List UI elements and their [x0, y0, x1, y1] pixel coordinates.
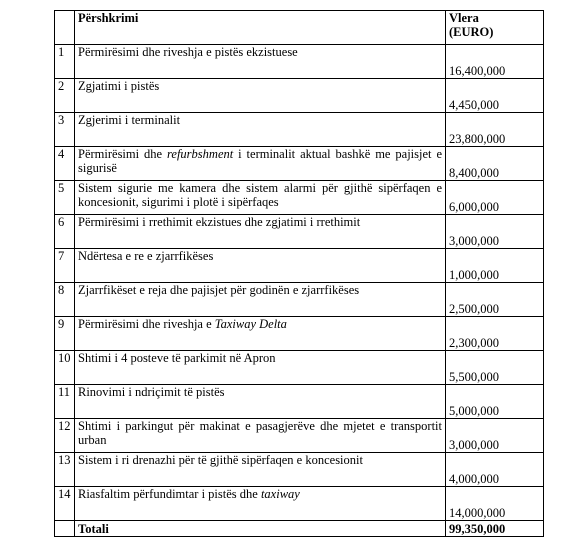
description-text: Sistem i ri drenazhi për të gjithë sipërfaqen e koncesionit [78, 453, 363, 467]
row-value: 4,450,000 [446, 79, 544, 113]
row-description [75, 215, 446, 249]
description-text: Riasfaltim përfundimtar i pistës dhe [78, 487, 261, 501]
header-value-label: Vlera [449, 11, 479, 25]
row-number: 13 [55, 453, 75, 487]
row-description [75, 249, 446, 283]
row-description [75, 113, 446, 147]
description-text: Përmirësimi dhe riveshja e [78, 317, 215, 331]
table-row [55, 419, 544, 453]
description-text: Përmirësimi dhe [78, 147, 168, 161]
table-row [55, 79, 544, 113]
row-number: 12 [55, 419, 75, 453]
table-body [55, 11, 544, 537]
description-text: Shtimi i 4 posteve të parkimit në Apron [78, 351, 276, 365]
row-value: 2,500,000 [446, 283, 544, 317]
table-row [55, 215, 544, 249]
investment-table [54, 10, 544, 537]
description-text: Rinovimi i ndriçimit të pistës [78, 385, 225, 399]
row-description [75, 385, 446, 419]
row-number: 11 [55, 385, 75, 419]
row-description [75, 487, 446, 521]
table-row [55, 181, 544, 215]
table-row [55, 249, 544, 283]
header-number-cell [55, 11, 75, 45]
total-row [55, 521, 544, 537]
row-description [75, 283, 446, 317]
description-text: Zjarrfikëset e reja dhe pajisjet për godinën e zjarrfikëses [78, 283, 360, 297]
row-value: 5,500,000 [446, 351, 544, 385]
row-description [75, 419, 446, 453]
table-row [55, 487, 544, 521]
row-value: 2,300,000 [446, 317, 544, 351]
row-description [75, 79, 446, 113]
description-text: Ndërtesa e re e zjarrfikëses [78, 249, 214, 263]
description-text: Përmirësimi i rrethimit ekzistues dhe zgjatimi i rrethimit [78, 215, 361, 229]
header-value-unit: (EURO) [449, 25, 494, 39]
row-description [75, 317, 446, 351]
table-header-row [55, 11, 544, 45]
row-number: 10 [55, 351, 75, 385]
row-number: 5 [55, 181, 75, 215]
table-row [55, 351, 544, 385]
row-value: 3,000,000 [446, 215, 544, 249]
row-value: 5,000,000 [446, 385, 544, 419]
row-description [75, 147, 446, 181]
table-row [55, 147, 544, 181]
total-number-cell [55, 521, 75, 537]
row-description [75, 351, 446, 385]
description-text: Zgjatimi i pistës [78, 79, 160, 93]
table-row [55, 317, 544, 351]
header-description: Përshkrimi [75, 11, 446, 45]
description-text: Përmirësimi dhe riveshja e pistës ekzistuese [78, 45, 298, 59]
row-number: 4 [55, 147, 75, 181]
row-value: 6,000,000 [446, 181, 544, 215]
table-row [55, 385, 544, 419]
description-italic-term: refurbshment [167, 147, 234, 161]
row-number: 1 [55, 45, 75, 79]
row-description [75, 453, 446, 487]
row-number: 9 [55, 317, 75, 351]
row-description [75, 45, 446, 79]
row-value: 1,000,000 [446, 249, 544, 283]
row-number: 2 [55, 79, 75, 113]
description-text: Sistem sigurie me kamera dhe sistem alarmi për gjithë sipërfaqen e koncesionit, sigurimi i plotë i sipërfaqes [78, 181, 442, 209]
row-value: 8,400,000 [446, 147, 544, 181]
table-row [55, 283, 544, 317]
table-row [55, 113, 544, 147]
row-value: 3,000,000 [446, 419, 544, 453]
description-text: Zgjerimi i terminalit [78, 113, 181, 127]
row-description [75, 181, 446, 215]
total-value: 99,350,000 [446, 521, 544, 537]
table-row [55, 45, 544, 79]
row-number: 14 [55, 487, 75, 521]
row-number: 8 [55, 283, 75, 317]
row-number: 6 [55, 215, 75, 249]
row-number: 3 [55, 113, 75, 147]
row-value: 4,000,000 [446, 453, 544, 487]
table-row [55, 453, 544, 487]
description-text: i terminalit aktual bashkë me pajisjet e sigurisë [78, 147, 442, 175]
row-value: 23,800,000 [446, 113, 544, 147]
header-value [446, 11, 544, 45]
description-italic-term: taxiway [260, 487, 300, 501]
total-label: Totali [75, 521, 446, 537]
row-number: 7 [55, 249, 75, 283]
description-italic-term: Taxiway Delta [214, 317, 287, 331]
row-value: 14,000,000 [446, 487, 544, 521]
description-text: Shtimi i parkingut për makinat e pasagjerëve dhe mjetet e transportit urban [78, 419, 442, 447]
row-value: 16,400,000 [446, 45, 544, 79]
